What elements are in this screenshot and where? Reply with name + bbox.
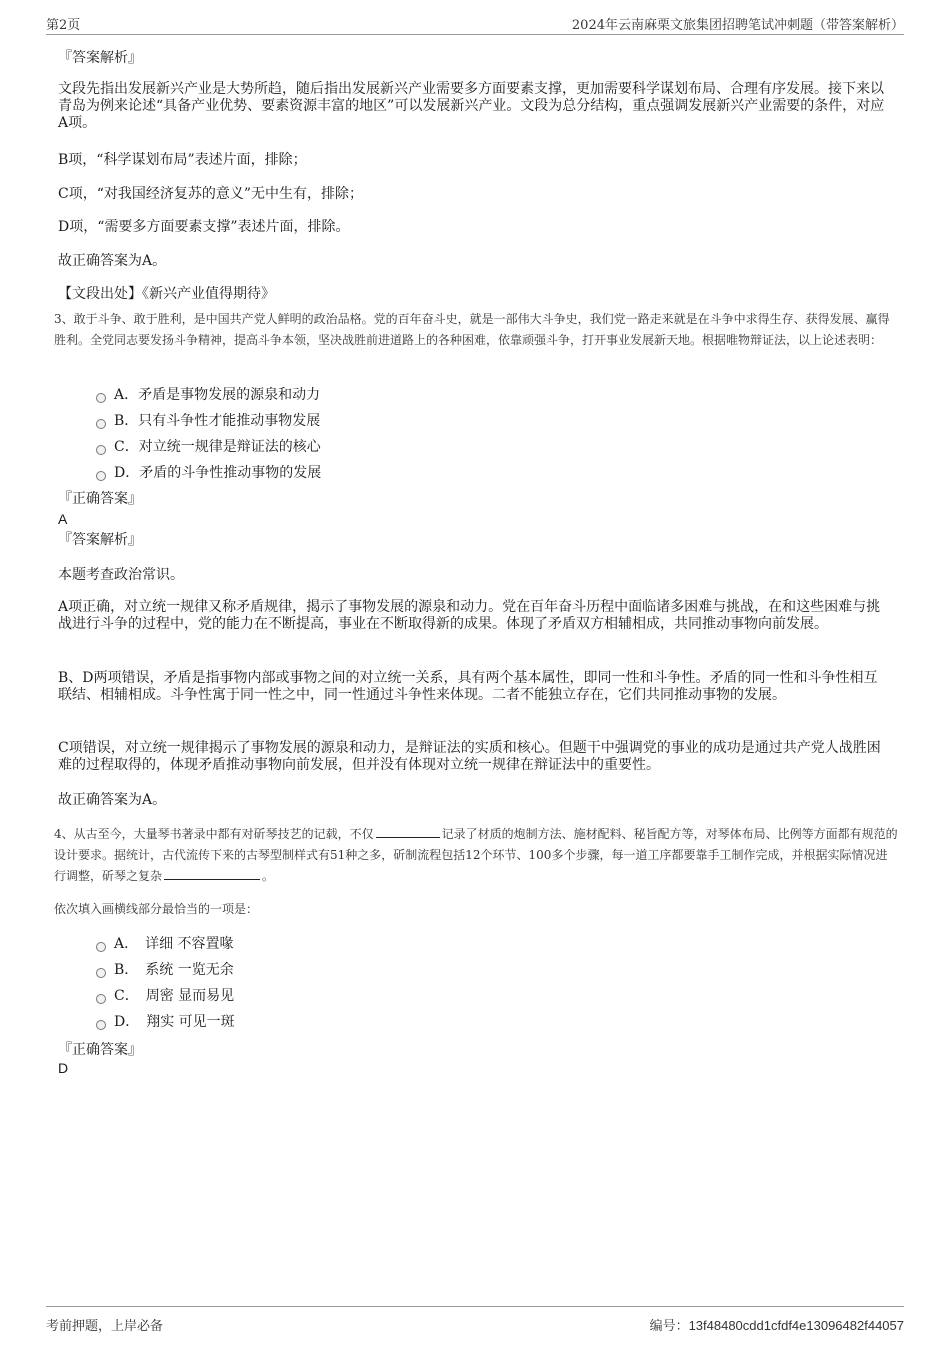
radio-button-c[interactable] bbox=[96, 994, 106, 1004]
source-note: 【文段出处】《新兴产业值得期待》 bbox=[58, 286, 275, 302]
question-stem-part: 4、从古至今，大量琴书著录中都有对斫琴技艺的记载，不仅 bbox=[54, 827, 374, 841]
radio-button-d[interactable] bbox=[96, 1020, 106, 1030]
radio-button-c[interactable] bbox=[96, 445, 106, 455]
option-c[interactable]: C．对立统一规律是辩证法的核心 bbox=[114, 439, 321, 455]
correct-answer-label: 『正确答案』 bbox=[58, 491, 142, 507]
footer-slogan: 考前押题，上岸必备 bbox=[46, 1319, 164, 1334]
correct-answer: D bbox=[58, 1060, 69, 1076]
analysis-conclusion: 故正确答案为A。 bbox=[58, 253, 167, 269]
document-title: 2024年云南麻栗文旅集团招聘笔试冲刺题（带答案解析） bbox=[571, 18, 904, 33]
analysis-paragraph: B项，“科学谋划布局”表述片面，排除； bbox=[58, 152, 307, 168]
analysis-paragraph: B、D两项错误，矛盾是指事物内部或事物之间的对立统一关系，具有两个基本属性，即同一性和斗争性。矛盾的同一性和斗争性相互联结、相辅相成。斗争性寓于同一性之中，同一性通过斗争性来体现。二者不能独立存在，它们共同推动事物的发展。 bbox=[58, 670, 878, 703]
analysis-paragraph: 文段先指出发展新兴产业是大势所趋，随后指出发展新兴产业需要多方面要素支撑，更加需要科学谋划布局、合理有序发展。接下来以青岛为例来论述“具备产业优势、要素资源丰富的地区”可以发展新兴产业。文段为总分结构，重点强调发展新兴产业需要的条件，对应A项。 bbox=[58, 81, 885, 131]
option-a[interactable]: A． 详细 不容置喙 bbox=[114, 936, 234, 952]
correct-answer-label: 『正确答案』 bbox=[58, 1042, 142, 1058]
question-stem: 3、敢于斗争、敢于胜利，是中国共产党人鲜明的政治品格。党的百年奋斗史，就是一部伟大斗争史，我们党一路走来就是在斗争中求得生存、获得发展、赢得胜利。全党同志要发扬斗争精神，提高斗争本领，坚决战胜前进道路上的各种困难，依靠顽强斗争，打开事业发展新天地。根据唯物辩证法，以上论述表明： bbox=[54, 312, 890, 347]
analysis-label: 『答案解析』 bbox=[58, 532, 142, 548]
question-stem-part: 。 bbox=[262, 869, 275, 883]
analysis-conclusion: 故正确答案为A。 bbox=[58, 792, 167, 808]
option-b[interactable]: B． 系统 一览无余 bbox=[114, 962, 234, 978]
document-code: 编号：13f48480cdd1cfdf4e13096482f44057 bbox=[649, 1318, 904, 1333]
option-c[interactable]: C． 周密 显而易见 bbox=[114, 988, 235, 1004]
radio-button-b[interactable] bbox=[96, 968, 106, 978]
question-stem bbox=[54, 824, 899, 887]
analysis-paragraph: C项错误，对立统一规律揭示了事物发展的源泉和动力，是辩证法的实质和核心。但题干中强调党的事业的成功是通过共产党人战胜困难的过程取得的，体现矛盾推动事物向前发展，但并没有体现对立统一规律在辩证法中的重要性。 bbox=[58, 740, 881, 773]
radio-button-a[interactable] bbox=[96, 393, 106, 403]
page-footer bbox=[46, 1306, 904, 1335]
analysis-paragraph: D项，“需要多方面要素支撑”表述片面，排除。 bbox=[58, 219, 350, 235]
radio-button-a[interactable] bbox=[96, 942, 106, 952]
option-d[interactable]: D．矛盾的斗争性推动事物的发展 bbox=[114, 465, 322, 481]
analysis-paragraph: 本题考查政治常识。 bbox=[58, 567, 184, 583]
radio-button-d[interactable] bbox=[96, 471, 106, 481]
option-d[interactable]: D． 翔实 可见一斑 bbox=[114, 1014, 235, 1030]
page-header bbox=[46, 12, 904, 35]
analysis-paragraph: C项，“对我国经济复苏的意义”无中生有，排除； bbox=[58, 186, 364, 202]
radio-button-b[interactable] bbox=[96, 419, 106, 429]
question-stem-part: 记录了材质的炮制方法、施材配料、秘旨配方等，对琴体布局、比例等方面都有规范的设计要求。据统计，古代流传下来的古琴型制样式有51种之多，斫制流程包括12个环节、100多个步骤，每一道工序都要靠手工制作完成，并根据实际情况进行调整，斫琴之复杂 bbox=[54, 827, 898, 883]
analysis-label: 『答案解析』 bbox=[58, 50, 142, 66]
correct-answer: A bbox=[58, 511, 68, 527]
fill-blank-2 bbox=[164, 867, 260, 880]
option-a[interactable]: A．矛盾是事物发展的源泉和动力 bbox=[114, 387, 321, 403]
question-instruction: 依次填入画横线部分最恰当的一项是： bbox=[54, 902, 259, 916]
page-number: 第2页 bbox=[46, 18, 81, 33]
analysis-paragraph: A项正确，对立统一规律又称矛盾规律，揭示了事物发展的源泉和动力。党在百年奋斗历程中面临诸多困难与挑战，在和这些困难与挑战进行斗争的过程中，党的能力在不断提高，事业在不断取得新的成果。体现了矛盾双方相辅相成，共同推动事物向前发展。 bbox=[58, 599, 881, 632]
fill-blank-1 bbox=[376, 825, 440, 838]
option-b[interactable]: B．只有斗争性才能推动事物发展 bbox=[114, 413, 321, 429]
